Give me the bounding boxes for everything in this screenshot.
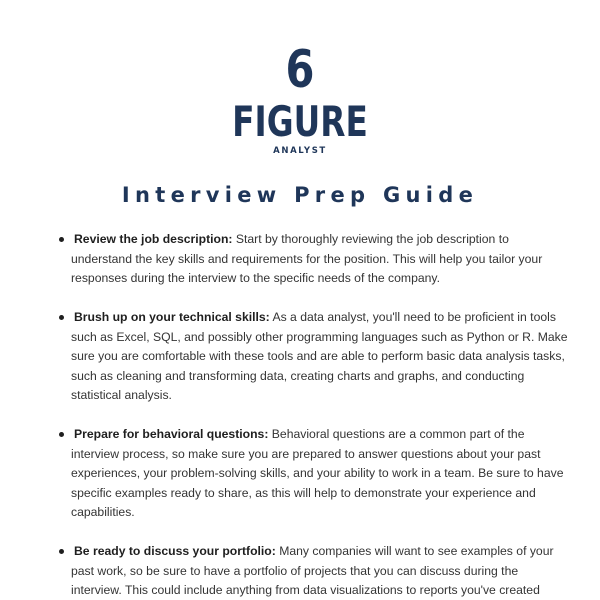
item-heading: Brush up on your technical skills:: [74, 310, 270, 324]
bullet-icon: [59, 432, 64, 437]
list-item: [71, 308, 571, 406]
item-body: Start by thoroughly reviewing the job description to understand the key skills and requirements for the position. This will help you tailor your responses during the interview to the specific needs of the company.: [71, 232, 543, 285]
list-item: [71, 542, 571, 600]
item-body: Many companies will want to see examples of your past work, so be sure to have a portfolio of projects that you can discuss during the interview. This could include anything from data visualizations to reports you've created: [71, 544, 554, 597]
tips-list: [71, 230, 571, 600]
bullet-icon: [59, 315, 64, 320]
item-heading: Be ready to discuss your portfolio:: [74, 544, 276, 558]
item-body: As a data analyst, you'll need to be proficient in tools such as Excel, SQL, and possibly other programming languages such as Python or R. Make sure you are comfortable with these tools and are able to perform basic data analysis tasks, such as cleaning and transforming data, creating charts and graphs, and conducting statistical analysis.: [71, 310, 568, 402]
logo-number: 6: [285, 40, 315, 100]
list-item: [71, 425, 571, 523]
logo: [0, 42, 600, 157]
bullet-icon: [59, 237, 64, 242]
document-title: Interview Prep Guide: [121, 183, 479, 207]
list-item: [71, 230, 571, 289]
item-heading: Review the job description:: [74, 232, 233, 246]
item-body: Behavioral questions are a common part of the interview process, so make sure you are prepared to answer questions about your past experiences, your problem-solving skills, and your ability to work in a team. Be sure to have specific examples ready to share, as this will help to demonstrate your experience and capabilities.: [71, 427, 564, 519]
logo-subtitle: ANALYST: [273, 146, 327, 156]
item-heading: Prepare for behavioral questions:: [74, 427, 269, 441]
bullet-icon: [59, 549, 64, 554]
logo-word: FIGURE: [232, 97, 368, 146]
